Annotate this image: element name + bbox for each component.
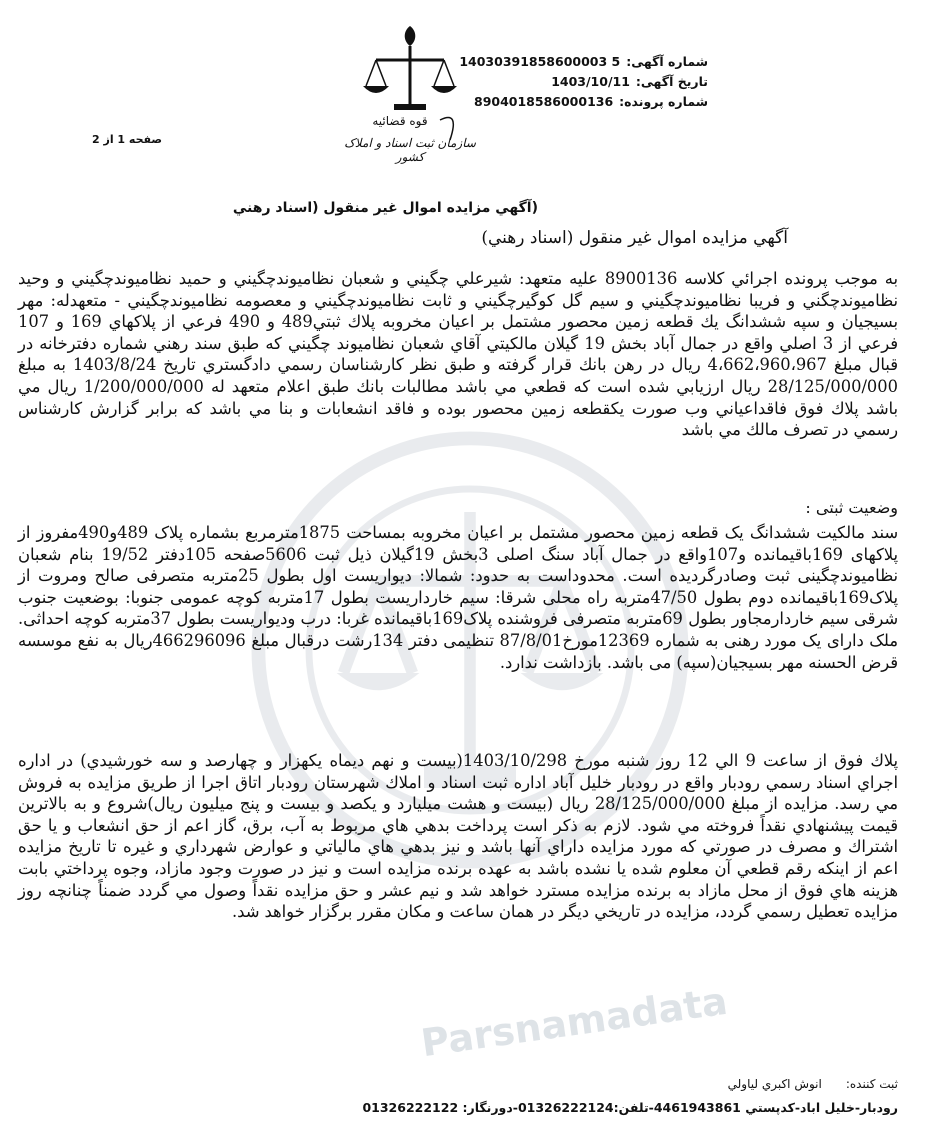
ad-date-label: تاریخ آگهی: [635, 74, 708, 89]
address-line: رودبار-خليل اباد-كدپستي 4461943861-تلفن:01326222124-دورنگار: 01326222122 [362, 1100, 898, 1115]
document-title: آگهي مزايده اموال غير منقول (اسناد رهني) [481, 228, 788, 248]
document-title-bold: (آگهي مزايده اموال غير منقول (اسناد رهني [232, 200, 538, 216]
registrar-name: انوش اكبري لياولي [727, 1077, 822, 1091]
paragraph-auction-details: به موجب پرونده اجرائي كلاسه 8900136 عليه متعهد: شيرعلي چگيني و شعبان نظاميوندچگيني و حميد نظاميوندچگيني و وحيد نظاميوندچگني و فريبا نظاميوندچگيني و سيم گل كوگيرچگيني و ثابت نظاميوندچگيني و معصومه نظاميوندچگيني - متعهدله: مهر بسيجيان و سپه ششدانگ يك قطعه زمين محصور مشتمل بر اعيان مخروبه پلاك ثبتي489 و 490 فرعي از پلاكهاي 169 و 107 فرعي از 3 اصلي واقع در جمال آباد بخش 19 گيلان مالكيتي آقاي شعبان نظاميوند چگيني كه طبق سند رهني شماره دفترخانه در قبال مبلغ 4،662،960،967 ريال در رهن بانك قرار گرفته و طبق نظر كارشناسان رسمي دادگستري تاريخ 1403/8/24 به مبلغ 28/125/000/000 ريال ارزيابي شده است كه قطعي مي باشد مطالبات بانك طبق اعلام متعهد له 1/200/000/000 ريال مي باشد پلاك فوق فاقداعياني وب صورت يكقطعه زمين محصور بوده و فاقد انشعابات و بنا مي باشد كه برابر گزارش كارشناس رسمي در تصرف مالك مي باشد [18, 269, 899, 440]
ad-date: 1403/10/11 [551, 74, 630, 89]
judiciary-emblem [330, 20, 490, 164]
paragraph-auction-terms: پلاك فوق از ساعت 9 الي 12 روز شنبه مورخ 1403/10/298(بيست و نهم ديماه يكهزار و چهارصد و سه خورشيدي) در اداره اجراي اسناد رسمي رودبار واقع در رودبار خليل آباد اداره ثبت اسناد و املاك شهرستان رودبار اتاق اجرا از طريق مزايده به فروش مي رسد. مزايده از مبلغ 28/125/000/000 ريال (بيست و هشت ميليارد و يكصد و بيست و پنج ميليون ريال)شروع و به بالاترين قيمت پيشنهادي نقداً فروخته مي شود. لازم به ذكر است پرداخت بدهي هاي مربوط به آب، برق، گاز اعم از حق انشعاب و يا حق اشتراك و مصرف در صورتي كه مورد مزايده داراي آنها باشد و نيز بدهي هاي مالياتي و عوارض شهرداري و غيره تا تاريخ مزايده اعم از اينكه رقم قطعي آن معلوم شده يا نشده باشد به عهده برنده مزايده است و نيز در صورت وجود مازاد، وجوه پرداختي بابت هزينه هاي فوق از محل مازاد به برنده مزايده مسترد خواهد شد و نيم عشر و حق مزايده نقداً وصول مي گردد ضمناً چنانچه روز مزايده تعطيل رسمي گردد، مزايده در تاريخي ديگر در همان ساعت و مكان مقرر برگزار خواهد شد. [18, 751, 899, 922]
page-indicator: صفحه 1 از 2 [92, 133, 163, 146]
case-number-label: شماره پرونده: [619, 94, 708, 109]
ad-number-label: شماره آگهی: [626, 54, 708, 69]
registrar-label: ثبت کننده: [845, 1077, 898, 1091]
footer [298, 1072, 898, 1120]
registration-status-heading: وضعیت ثبتی : [805, 498, 898, 517]
case-number: 8904018586000136 [474, 94, 614, 109]
registrar-row [298, 1072, 898, 1096]
organization-label: سازمان ثبت اسناد و املاک کشور [344, 136, 476, 164]
paragraph-registration-status: سند مالکیت ششدانگ یک قطعه زمین محصور مشتمل بر اعیان مخروبه بمساحت 1875مترمربع بشماره پلاک 489و490مفروز از پلاکهای 169باقیمانده و107واقع در جمال آباد سنگ اصلی 3بخش 19گیلان ذیل ثبت 5606صفحه 105دفتر 19/52 بنام شعبان نظامیوندچگینی ثبت وصادرگردیده است. محدوداست به حدود: شمالا: دیواریست اول بطول 25متربه متصرفی صالح ومروت از پلاک169باقیمانده دوم بطول 47/50متربه راه محلی شرقا: سیم خارداریست بطول 17متربه کوچه عمومی جنوبا: بوضعیت جنوب شرقی سیم خاردارمجاور بطول 69متربه متصرفی فروشنده پلاک169باقیمانده غربا: درب ودیواریست بطول 37متربه کوچه احداثی. ملک دارای یک مورد رهنی به شماره 12369مورخ87/8/01 تنظیمی دفتر 134رشت درقبال مبلغ 466296096ریال به نفع موسسه قرض الحسنه مهر بسیجیان(سپه) می باشد. بازداشت ندارد. [18, 523, 899, 672]
watermark-text: Parsnamadata [418, 978, 730, 1066]
judiciary-label: قوه قضائیه [372, 114, 428, 128]
ad-number: 14030391858600003 5 [459, 54, 621, 69]
